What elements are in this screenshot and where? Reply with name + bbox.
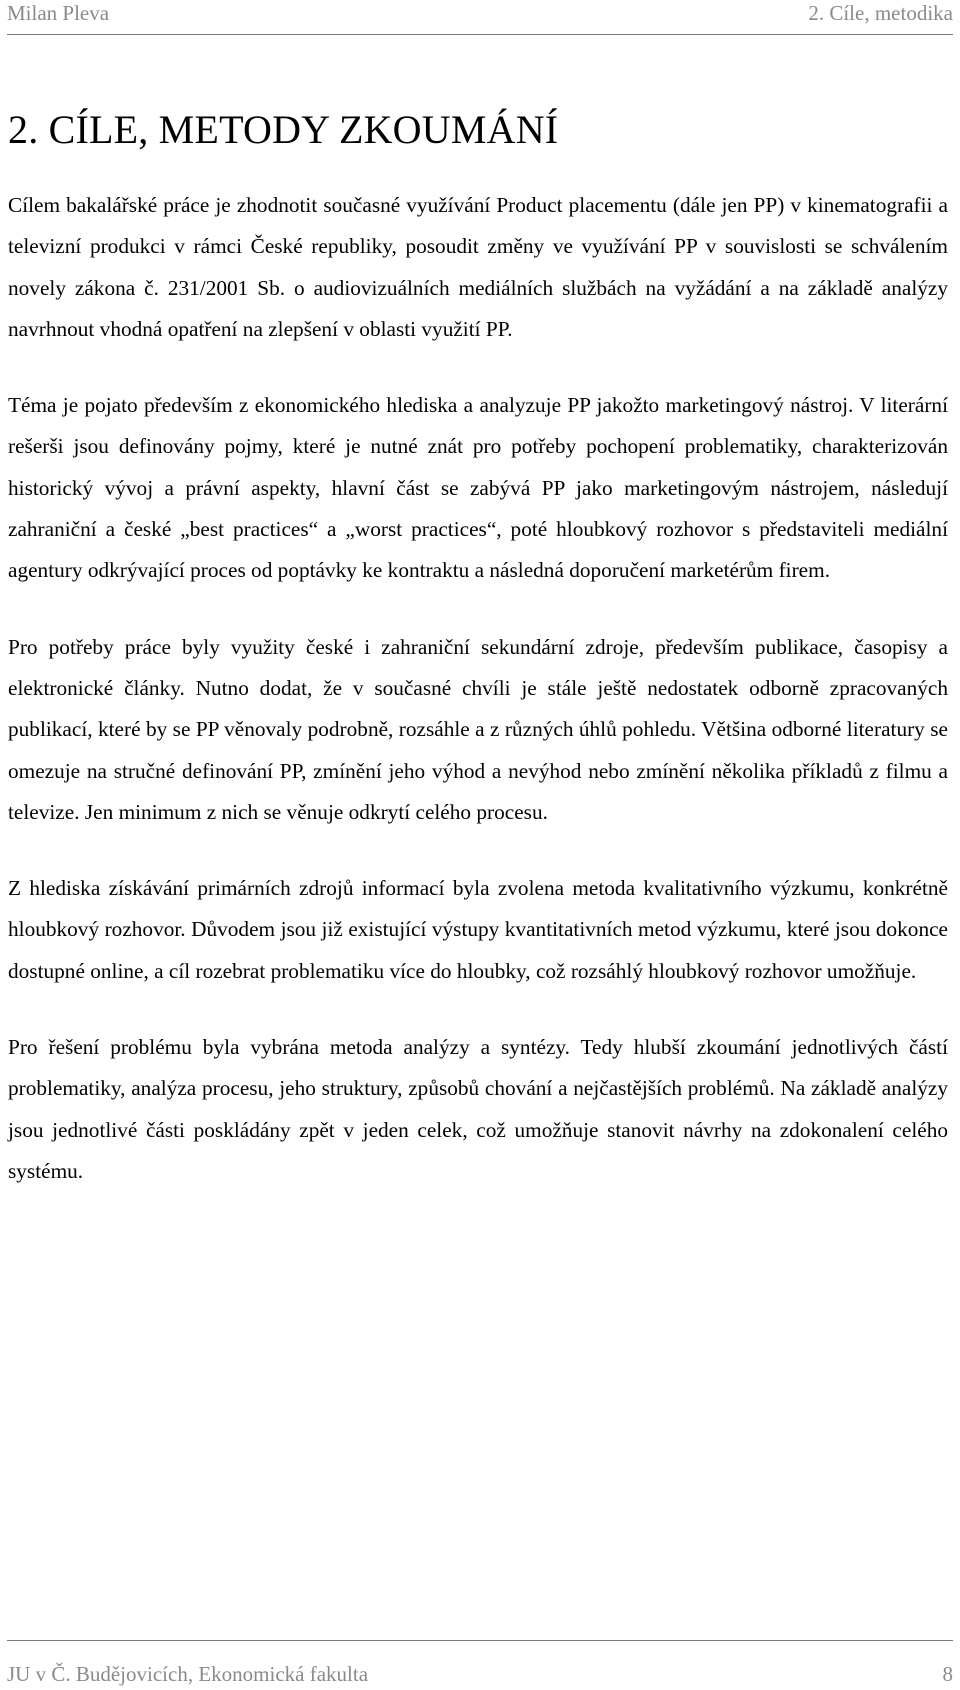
paragraph: Z hlediska získávání primárních zdrojů informací byla zvolena metoda kvalitativního výzkumu, konkrétně hloubkový rozhovor. Důvodem jsou již existující výstupy kvantitativních metod výzkumu, které jsou dokonce dostupné online, a cíl rozebrat problematiku více do hloubky, což rozsáhlý hloubkový rozhovor umožňuje. xyxy=(8,876,948,983)
paragraph: Pro řešení problému byla vybrána metoda analýzy a syntézy. Tedy hlubší zkoumání jednotlivých částí problematiky, analýza procesu, jeho struktury, způsobů chování a nejčastějších problémů. Na základě analýzy jsou jednotlivé části poskládány zpět v jeden celek, což umožňuje stanovit návrhy na zdokonalení celého systému. xyxy=(8,1035,948,1183)
page-footer xyxy=(7,1640,953,1690)
header-author: Milan Pleva xyxy=(7,1,110,25)
paragraph: Téma je pojato především z ekonomického hlediska a analyzuje PP jakožto marketingový nástroj. V literární rešerši jsou definovány pojmy, které je nutné znát pro potřeby pochopení problematiky, charakterizován historický vývoj a právní aspekty, hlavní část se zabývá PP jako marketingovým nástrojem, následují zahraniční a české „best practices“ a „worst practices“, poté hloubkový rozhovor s představiteli mediální agentury odkrývající proces od poptávky ke kontraktu a následná doporučení marketérům firem. xyxy=(8,393,948,583)
header-chapter: 2. Cíle, metodika xyxy=(808,1,953,25)
page-header xyxy=(7,0,953,35)
paragraph: Cílem bakalářské práce je zhodnotit současné využívání Product placementu (dále jen PP) v kinematografii a televizní produkci v rámci České republiky, posoudit změny ve využívání PP v souvislosti se schválením novely zákona č. 231/2001 Sb. o audiovizuálních mediálních službách na vyžádání a na základě analýzy navrhnout vhodná opatření na zlepšení v oblasti využití PP. xyxy=(8,193,948,341)
paragraph: Pro potřeby práce byly využity české i zahraniční sekundární zdroje, především publikace, časopisy a elektronické články. Nutno dodat, že v současné chvíli je stále ještě nedostatek odborně zpracovaných publikací, které by se PP věnovaly podrobně, rozsáhle a z různých úhlů pohledu. Většina odborné literatury se omezuje na stručné definování PP, zmínění jeho výhod a nevýhod nebo zmínění několika příkladů z filmu a televize. Jen minimum z nich se věnuje odkrytí celého procesu. xyxy=(8,634,948,824)
chapter-title: 2. CÍLE, METODY ZKOUMÁNÍ xyxy=(8,107,559,152)
page-number: 8 xyxy=(942,1662,953,1686)
body-text xyxy=(8,185,948,1227)
footer-institution: JU v Č. Budějovicích, Ekonomická fakulta xyxy=(7,1662,369,1686)
